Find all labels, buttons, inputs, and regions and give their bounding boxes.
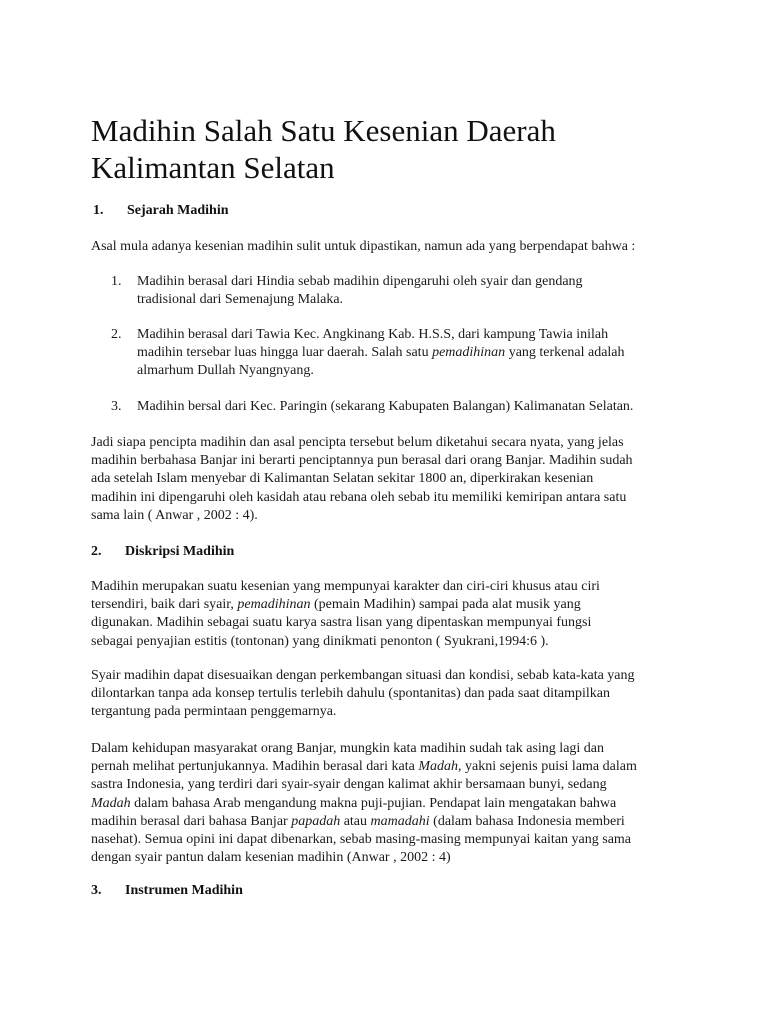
- list-number: 3.: [111, 399, 122, 414]
- section-number: 1.: [93, 203, 104, 218]
- list-number: 2.: [111, 327, 122, 342]
- paragraph-dalam: Dalam kehidupan masyarakat orang Banjar, mungkin kata madihin sudah tak asing lagi dan pernah melihat pertunjukannya. Madihin berasal dari kata Madah, yakni sejenis puisi lama dalam sastra Indonesia, yang terdiri dari syair-syair dengan kalimat akhir bersamaan bunyi, sedang Madah dalam bahasa Arab mengandung makna puji-pujian. Pendapat lain mengatakan bahwa madihin berasal dari bahasa Banjar papadah atau mamadahi (dalam bahasa Indonesia memberi nasehat). Semua opini ini dapat dibenarkan, sebab masing-masing mempunyai kaitan yang sama dengan syair pantun dalam kesenian madihin (Anwar , 2002 : 4): [91, 741, 637, 866]
- list-text: Madihin berasal dari Hindia sebab madihin dipengaruhi oleh syair dan gendang tradisional dari Semenajung Malaka.: [137, 274, 583, 308]
- section-number: 3.: [91, 883, 102, 898]
- section-title: Diskripsi Madihin: [125, 544, 235, 559]
- list-text: Madihin bersal dari Kec. Paringin (sekarang Kabupaten Balangan) Kalimanatan Selatan.: [137, 399, 634, 414]
- paragraph-jadi: Jadi siapa pencipta madihin dan asal pencipta tersebut belum diketahui secara nyata, yang jelas madihin berbahasa Banjar ini berarti penciptannya pun berasal dari orang Banjar. Madihin sudah ada setelah Islam menyebar di Kalimantan Selatan sekitar 1800 an, diperkirakan kesenian madihin ini dipengaruhi oleh kasidah atau rebana oleh sebab itu memiliki kemiripan antara satu sama lain ( Anwar , 2002 : 4).: [91, 435, 633, 523]
- section-heading-diskripsi: [91, 543, 234, 561]
- section-heading-instrumen: [91, 882, 243, 900]
- section-title: Instrumen Madihin: [125, 883, 243, 898]
- list-text: Madihin berasal dari Tawia Kec. Angkinang Kab. H.S.S, dari kampung Tawia inilah madihin tersebar luas hingga luar daerah. Salah satu pemadihinan yang terkenal adalah almarhum Dullah Nyangnyang.: [137, 327, 625, 379]
- list-number: 1.: [111, 274, 122, 289]
- section-number: 2.: [91, 544, 102, 559]
- section-heading-sejarah: [93, 202, 229, 220]
- intro-paragraph: Asal mula adanya kesenian madihin sulit untuk dipastikan, namun ada yang berpendapat bahwa :: [91, 239, 636, 254]
- section-title: Sejarah Madihin: [127, 203, 229, 218]
- document-title: Madihin Salah Satu Kesenian Daerah Kalimantan Selatan: [91, 113, 556, 185]
- paragraph-madihin: Madihin merupakan suatu kesenian yang mempunyai karakter dan ciri-ciri khusus atau ciri tersendiri, baik dari syair, pemadihinan (pemain Madihin) sampai pada alat musik yang digunakan. Madihin sebagai suatu karya sastra lisan yang dipentaskan mempunyai fungsi sebagai penyajian estitis (tontonan) yang dinikmati penonton ( Syukrani,1994:6 ).: [91, 579, 600, 649]
- paragraph-syair: Syair madihin dapat disesuaikan dengan perkembangan situasi dan kondisi, sebab kata-kata yang dilontarkan tanpa ada konsep tertulis terlebih dahulu (spontanitas) dan pada saat ditampilkan tergantung pada permintaan penggemarnya.: [91, 668, 635, 720]
